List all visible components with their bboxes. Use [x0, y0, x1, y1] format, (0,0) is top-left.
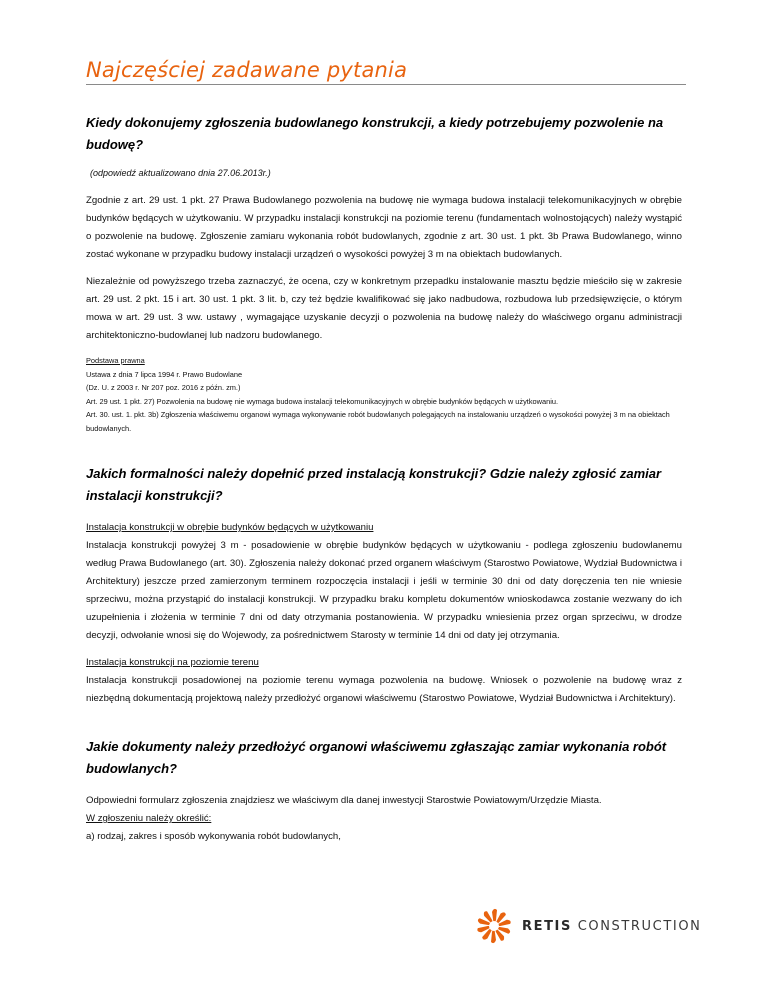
company-logo — [472, 904, 702, 948]
legal-line: Art. 29 ust. 1 pkt. 27) Pozwolenia na budowę nie wymaga budowa instalacji telekomunikacyjnych w obrębie budynków będących w użytkowaniu. — [86, 396, 559, 406]
faq-content — [86, 112, 682, 846]
legal-line: Ustawa z dnia 7 lipca 1994 r. Prawo Budowlane — [86, 369, 243, 379]
legal-basis-heading: Podstawa prawna — [86, 356, 145, 365]
legal-line: (Dz. U. z 2003 r. Nr 207 poz. 2016 z późn. zm.) — [86, 383, 241, 392]
legal-line: Art. 30. ust. 1. pkt. 3b) Zgłoszenia właściwemu organowi wymaga wykonywanie robót budowlanych polegających na instalowaniu urządzeń o wysokości powyżej 3 m na obiektach budowlanych. — [86, 410, 670, 433]
title-divider — [86, 84, 686, 85]
answer-paragraph: Niezależnie od powyższego trzeba zaznaczyć, że ocena, czy w konkretnym przepadku instalowanie masztu będzie mieściło się w zakresie art. 29 ust. 2 pkt. 15 i art. 30 ust. 1 pkt. 3 lit. b, czy też będzie kwalifikować się jako nadbudowa, rozbudowa lub przedsięwzięcie, o którym mowa w art. 29 ust. 3 ww. ustawy , wymagające uzyskanie decyzji o pozwolenia na budowę należy do właściwego organu administracji architektoniczno-budowlanej lub nadzoru budowlanego. — [86, 276, 682, 341]
page-title: Najczęściej zadawane pytania — [86, 58, 408, 82]
subsection-heading: Instalacja konstrukcji w obrębie budynków będących w użytkowaniu — [86, 522, 374, 533]
list-item: a) rodzaj, zakres i sposób wykonywania robót budowlanych, — [86, 831, 341, 842]
legal-basis — [86, 354, 682, 435]
answer-block-ground — [86, 654, 682, 708]
update-note: (odpowiedź aktualizowano dnia 27.06.2013r.) — [90, 168, 271, 178]
logo-wordmark: RETIS CONSTRUCTION — [522, 918, 702, 934]
answer-paragraph: Zgodnie z art. 29 ust. 1 pkt. 27 Prawa Budowlanego pozwolenia na budowę nie wymaga budowa instalacji telekomunikacyjnych w obrębie budynków będących w użytkowaniu. W przypadku instalacji konstrukcji na poziomie terenu (fundamentach wolnostojących) należy wystąpić o pozwolenie na budowę. Zgłoszenie zamiaru wykonania robót budowlanych, zgodnie z art. 30 ust. 1 pkt. 3b Prawa Budowlanego, winno zostać wykonane w przypadku budowy instalacji urządzeń o wysokości powyżej 3 m na obiektach budowlanych. — [86, 195, 682, 260]
subsection-heading: Instalacja konstrukcji na poziomie terenu — [86, 657, 259, 668]
faq-question-1: Kiedy dokonujemy zgłoszenia budowlanego konstrukcji, a kiedy potrzebujemy pozwolenie na budowę? — [86, 115, 664, 152]
answer-block-buildings — [86, 519, 682, 645]
subsection-text: Instalacja konstrukcji posadowionej na poziomie terenu wymaga pozwolenia na budowę. Wniosek o pozwolenie na budowę wraz z niezbędną dokumentacją projektową należy przedłożyć organowi właściwemu (Starostwo Powiatowe, Wydział Budownictwa i Architektury). — [86, 675, 682, 704]
subsection-text: Instalacja konstrukcji powyżej 3 m - posadowienie w obrębie budynków będących w użytkowaniu - podlega zgłoszeniu budowlanemu według Prawa Budowlanego (art. 30). Zgłoszenia należy dokonać przed organem właściwym (Starostwo Powiatowe, Wydział Budownictwa i Architektury) jeszcze przed zamierzonym terminem rozpoczęcia instalacji i jeśli w terminie 30 dni od daty doręczenia ten nie wniesie sprzeciwu, można przystąpić do instalacji konstrukcji. W przypadku braku kompletu dokumentów wnioskodawca zostanie wezwany do ich uzupełnienia i złożenia w terminie 7 dni od daty otrzymania postanowienia. W przypadku wniesienia przez organ sprzeciwu, w drodze decyzji, odwołanie wnosi się do Wojewody, za pośrednictwem Starosty w terminie 14 dni od daty jej otrzymania. — [86, 540, 682, 641]
logo-mark-icon — [472, 904, 516, 948]
faq-question-3: Jakie dokumenty należy przedłożyć organowi właściwemu zgłaszając zamiar wykonania robót budowlanych? — [86, 739, 667, 776]
answer-paragraph: Odpowiedni formularz zgłoszenia znajdziesz we właściwym dla danej inwestycji Starostwie Powiatowym/Urzędzie Miasta. — [86, 795, 602, 806]
underlined-line: W zgłoszeniu należy określić: — [86, 813, 212, 824]
faq-question-2: Jakich formalności należy dopełnić przed instalacją konstrukcji? Gdzie należy zgłosić zamiar instalacji konstrukcji? — [86, 466, 662, 503]
